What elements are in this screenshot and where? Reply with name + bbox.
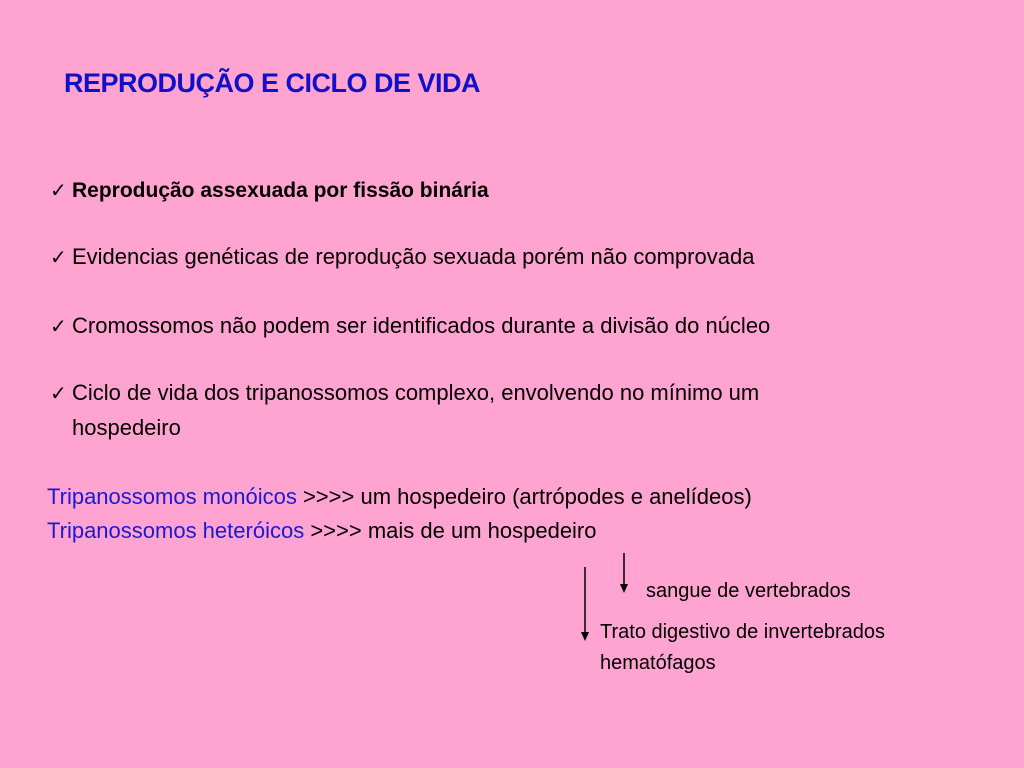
arrow-down-icon xyxy=(620,553,628,593)
host-vertebrate-blood: sangue de vertebrados xyxy=(646,580,851,602)
bullet-text: Cromossomos não podem ser identificados durante a divisão do núcleo xyxy=(72,313,771,338)
term-description: >>>> um hospedeiro (artrópodes e anelídeos) xyxy=(296,484,752,509)
term-description: >>>> mais de um hospedeiro xyxy=(304,518,597,543)
host-hematophagous: hematófagos xyxy=(600,652,716,674)
bullet-text: Reprodução assexuada por fissão binária xyxy=(72,179,489,202)
slide-title: REPRODUÇÃO E CICLO DE VIDA xyxy=(64,68,481,98)
checkmark-icon: ✓ xyxy=(50,247,67,269)
checkmark-icon: ✓ xyxy=(50,180,67,202)
term-heteroicos: Tripanossomos heteróicos xyxy=(47,518,305,543)
bullet-text: Evidencias genéticas de reprodução sexuada porém não comprovada xyxy=(72,244,755,269)
bullet-text: Ciclo de vida dos tripanossomos complexo, envolvendo no mínimo um xyxy=(72,380,760,405)
bullet-life-cycle-continuation: hospedeiro xyxy=(72,415,181,440)
host-invertebrate-gut: Trato digestivo de invertebrados xyxy=(600,621,885,643)
term-monoicos: Tripanossomos monóicos xyxy=(47,484,297,509)
arrow-down-icon xyxy=(581,567,589,641)
checkmark-icon: ✓ xyxy=(50,316,67,338)
checkmark-icon: ✓ xyxy=(50,383,67,405)
